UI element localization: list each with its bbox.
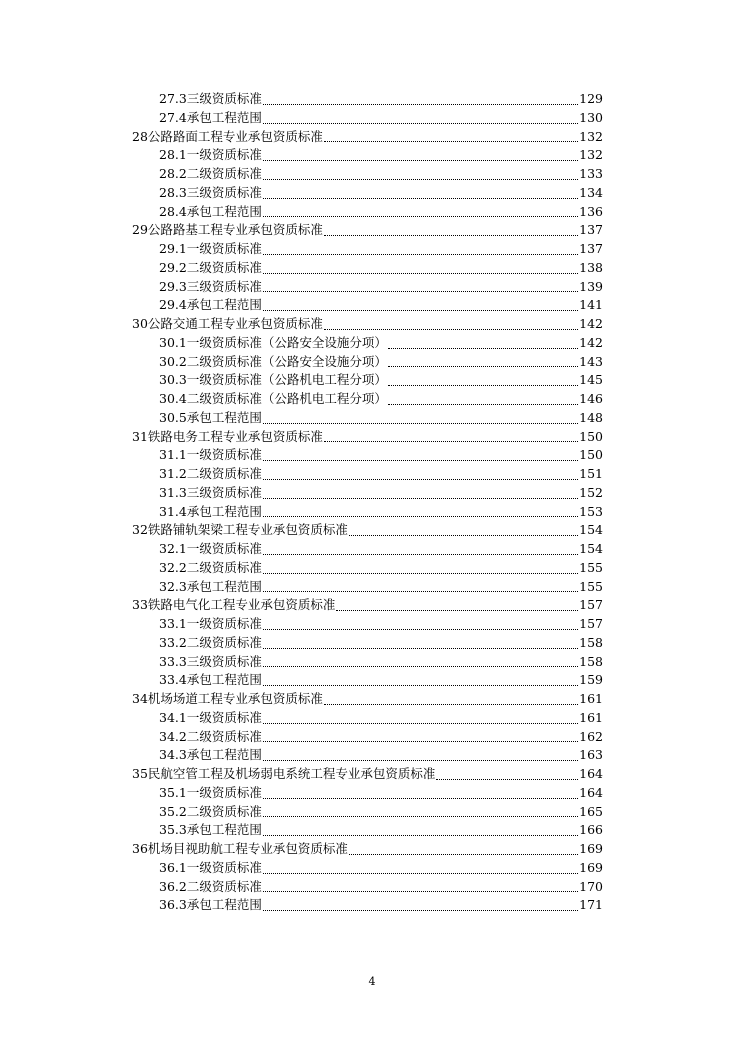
toc-section-entry[interactable]: [0, 90, 603, 109]
toc-entry-page-number: 169: [579, 859, 603, 875]
toc-chapter-entry[interactable]: [0, 521, 603, 540]
toc-dot-leader: [263, 446, 578, 465]
toc-entry-page-number: 141: [579, 297, 603, 313]
toc-dot-leader: [388, 390, 578, 409]
toc-entry-page-number: 137: [579, 222, 603, 238]
toc-section-entry[interactable]: [0, 784, 603, 803]
toc-entry-page-number: 154: [579, 522, 603, 538]
toc-entry-title: 35.3承包工程范围: [159, 822, 262, 838]
toc-section-entry[interactable]: [0, 503, 603, 522]
toc-entry-title: 31铁路电务工程专业承包资质标准: [132, 428, 323, 444]
toc-dot-leader: [263, 634, 578, 653]
toc-section-entry[interactable]: [0, 896, 603, 915]
toc-entry-page-number: 153: [579, 503, 603, 519]
toc-section-entry[interactable]: [0, 615, 603, 634]
toc-entry-page-number: 158: [579, 653, 603, 669]
toc-entry-title: 29.4承包工程范围: [159, 297, 262, 313]
toc-entry-title: 33.1一级资质标准: [159, 616, 262, 631]
toc-dot-leader: [388, 353, 578, 372]
toc-entry-page-number: 157: [579, 616, 603, 631]
toc-entry-page-number: 164: [579, 766, 603, 781]
toc-entry-title: 28.4承包工程范围: [159, 203, 262, 219]
toc-entry-title: 36.1一级资质标准: [159, 859, 262, 875]
toc-entry-page-number: 138: [579, 259, 603, 275]
toc-entry-page-number: 143: [579, 353, 603, 369]
toc-entry-page-number: 161: [579, 691, 603, 706]
toc-section-entry[interactable]: [0, 803, 603, 822]
toc-section-entry[interactable]: [0, 578, 603, 597]
toc-dot-leader: [263, 240, 578, 259]
toc-dot-leader: [263, 109, 578, 128]
toc-dot-leader: [263, 896, 578, 915]
toc-section-entry[interactable]: [0, 390, 603, 409]
toc-dot-leader: [263, 259, 578, 278]
toc-entry-page-number: 169: [579, 841, 603, 856]
toc-section-entry[interactable]: [0, 278, 603, 297]
toc-entry-page-number: 129: [579, 91, 603, 106]
toc-section-entry[interactable]: [0, 296, 603, 315]
toc-entry-page-number: 157: [579, 597, 603, 613]
table-of-contents: [0, 90, 744, 915]
toc-entry-page-number: 155: [579, 578, 603, 594]
toc-entry-title: 28.2二级资质标准: [159, 166, 262, 181]
toc-dot-leader: [336, 596, 578, 615]
page-number: 4: [368, 975, 376, 988]
toc-entry-page-number: 166: [579, 822, 603, 838]
toc-entry-title: 36.3承包工程范围: [159, 897, 262, 913]
toc-entry-page-number: 134: [579, 184, 603, 200]
toc-section-entry[interactable]: [0, 484, 603, 503]
toc-entry-page-number: 170: [579, 878, 603, 894]
toc-section-entry[interactable]: [0, 353, 603, 372]
toc-entry-title: 35民航空管工程及机场弱电系统工程专业承包资质标准: [132, 766, 436, 781]
toc-entry-page-number: 142: [579, 334, 603, 350]
toc-dot-leader: [263, 184, 578, 203]
toc-section-entry[interactable]: [0, 728, 603, 747]
toc-dot-leader: [263, 409, 578, 428]
toc-section-entry[interactable]: [0, 859, 603, 878]
toc-dot-leader: [263, 484, 578, 503]
toc-entry-title: 30.2二级资质标准（公路安全设施分项）: [159, 353, 387, 369]
toc-dot-leader: [263, 653, 578, 672]
toc-dot-leader: [263, 165, 578, 184]
toc-entry-title: 33.2二级资质标准: [159, 634, 262, 650]
toc-entry-title: 30.5承包工程范围: [159, 409, 262, 425]
toc-section-entry[interactable]: [0, 334, 603, 353]
toc-section-entry[interactable]: [0, 184, 603, 203]
toc-chapter-entry[interactable]: [0, 690, 603, 709]
toc-entry-page-number: 161: [579, 709, 603, 725]
toc-entry-page-number: 152: [579, 484, 603, 500]
toc-section-entry[interactable]: [0, 540, 603, 559]
toc-dot-leader: [263, 578, 578, 597]
toc-entry-title: 35.2二级资质标准: [159, 803, 262, 819]
toc-dot-leader: [324, 221, 578, 240]
toc-entry-page-number: 132: [579, 128, 603, 144]
toc-section-entry[interactable]: [0, 878, 603, 897]
toc-dot-leader: [263, 203, 578, 222]
toc-dot-leader: [263, 540, 578, 559]
toc-entry-title: 28.3三级资质标准: [159, 184, 262, 200]
toc-entry-page-number: 133: [579, 166, 603, 181]
toc-entry-title: 32铁路铺轨架梁工程专业承包资质标准: [132, 522, 348, 538]
toc-entry-page-number: 163: [579, 747, 603, 763]
toc-entry-title: 36.2二级资质标准: [159, 878, 262, 894]
toc-entry-page-number: 162: [579, 728, 603, 744]
toc-entry-title: 29.1一级资质标准: [159, 241, 262, 256]
toc-section-entry[interactable]: [0, 671, 603, 690]
toc-section-entry[interactable]: [0, 709, 603, 728]
toc-chapter-entry[interactable]: [0, 315, 603, 334]
toc-dot-leader: [263, 859, 578, 878]
toc-chapter-entry[interactable]: [0, 840, 603, 859]
toc-section-entry[interactable]: [0, 821, 603, 840]
toc-dot-leader: [436, 765, 578, 784]
toc-section-entry[interactable]: [0, 653, 603, 672]
toc-chapter-entry[interactable]: [0, 128, 603, 147]
toc-dot-leader: [263, 878, 578, 897]
toc-dot-leader: [324, 128, 578, 147]
toc-entry-title: 30.4二级资质标准（公路机电工程分项）: [159, 391, 387, 406]
toc-entry-page-number: 165: [579, 803, 603, 819]
toc-section-entry[interactable]: [0, 746, 603, 765]
toc-dot-leader: [263, 671, 578, 690]
toc-entry-title: 33.3三级资质标准: [159, 653, 262, 669]
toc-dot-leader: [388, 371, 578, 390]
toc-section-entry[interactable]: [0, 240, 603, 259]
toc-dot-leader: [349, 521, 578, 540]
toc-section-entry[interactable]: [0, 634, 603, 653]
toc-entry-page-number: 158: [579, 634, 603, 650]
toc-entry-page-number: 137: [579, 241, 603, 256]
toc-section-entry[interactable]: [0, 409, 603, 428]
toc-entry-page-number: 164: [579, 784, 603, 800]
toc-entry-page-number: 150: [579, 447, 603, 463]
toc-entry-title: 31.1一级资质标准: [159, 447, 262, 463]
toc-entry-title: 29.3三级资质标准: [159, 278, 262, 294]
toc-dot-leader: [263, 278, 578, 297]
toc-entry-title: 35.1一级资质标准: [159, 784, 262, 800]
toc-entry-title: 32.3承包工程范围: [159, 578, 262, 594]
toc-section-entry[interactable]: [0, 446, 603, 465]
toc-entry-title: 32.2二级资质标准: [159, 559, 262, 575]
toc-entry-page-number: 142: [579, 316, 603, 331]
toc-dot-leader: [388, 334, 578, 353]
toc-chapter-entry[interactable]: [0, 596, 603, 615]
toc-entry-title: 27.3三级资质标准: [159, 91, 262, 106]
toc-entry-title: 36机场目视助航工程专业承包资质标准: [132, 841, 348, 856]
toc-entry-page-number: 151: [579, 466, 603, 481]
toc-dot-leader: [324, 428, 578, 447]
toc-entry-page-number: 139: [579, 278, 603, 294]
toc-entry-page-number: 155: [579, 559, 603, 575]
toc-entry-title: 33铁路电气化工程专业承包资质标准: [132, 597, 336, 613]
toc-entry-page-number: 171: [579, 897, 603, 913]
toc-dot-leader: [263, 803, 578, 822]
toc-entry-title: 29.2二级资质标准: [159, 259, 262, 275]
toc-chapter-entry[interactable]: [0, 221, 603, 240]
toc-section-entry[interactable]: [0, 203, 603, 222]
toc-section-entry[interactable]: [0, 165, 603, 184]
toc-entry-title: 34.1一级资质标准: [159, 709, 262, 725]
toc-entry-page-number: 154: [579, 541, 603, 556]
toc-dot-leader: [263, 709, 578, 728]
toc-dot-leader: [263, 746, 578, 765]
toc-entry-title: 31.2二级资质标准: [159, 466, 262, 481]
toc-entry-title: 29公路路基工程专业承包资质标准: [132, 222, 323, 238]
toc-entry-title: 30公路交通工程专业承包资质标准: [132, 316, 323, 331]
toc-section-entry[interactable]: [0, 465, 603, 484]
toc-dot-leader: [263, 615, 578, 634]
toc-dot-leader: [263, 90, 578, 109]
toc-dot-leader: [263, 146, 578, 165]
toc-entry-page-number: 132: [579, 147, 603, 163]
toc-entry-title: 27.4承包工程范围: [159, 109, 262, 125]
toc-entry-title: 33.4承包工程范围: [159, 672, 262, 688]
toc-entry-page-number: 145: [579, 372, 603, 388]
toc-entry-page-number: 146: [579, 391, 603, 406]
toc-entry-title: 31.4承包工程范围: [159, 503, 262, 519]
toc-entry-title: 31.3三级资质标准: [159, 484, 262, 500]
toc-chapter-entry[interactable]: [0, 428, 603, 447]
toc-section-entry[interactable]: [0, 146, 603, 165]
toc-section-entry[interactable]: [0, 371, 603, 390]
toc-entry-page-number: 130: [579, 109, 603, 125]
toc-dot-leader: [263, 821, 578, 840]
toc-dot-leader: [263, 784, 578, 803]
toc-entry-page-number: 159: [579, 672, 603, 688]
toc-dot-leader: [263, 559, 578, 578]
toc-section-entry[interactable]: [0, 559, 603, 578]
toc-entry-title: 28.1一级资质标准: [159, 147, 262, 163]
toc-dot-leader: [349, 840, 578, 859]
toc-entry-title: 32.1一级资质标准: [159, 541, 262, 556]
toc-dot-leader: [263, 465, 578, 484]
toc-section-entry[interactable]: [0, 259, 603, 278]
toc-entry-page-number: 148: [579, 409, 603, 425]
toc-section-entry[interactable]: [0, 109, 603, 128]
toc-entry-title: 34机场场道工程专业承包资质标准: [132, 691, 323, 706]
toc-dot-leader: [263, 728, 578, 747]
toc-entry-title: 30.1一级资质标准（公路安全设施分项）: [159, 334, 387, 350]
toc-entry-title: 34.2二级资质标准: [159, 728, 262, 744]
toc-entry-title: 34.3承包工程范围: [159, 747, 262, 763]
toc-dot-leader: [263, 296, 578, 315]
toc-entry-title: 28公路路面工程专业承包资质标准: [132, 128, 323, 144]
toc-dot-leader: [263, 503, 578, 522]
toc-chapter-entry[interactable]: [0, 765, 603, 784]
toc-entry-page-number: 150: [579, 428, 603, 444]
toc-entry-title: 30.3一级资质标准（公路机电工程分项）: [159, 372, 387, 388]
toc-dot-leader: [324, 315, 578, 334]
toc-entry-page-number: 136: [579, 203, 603, 219]
toc-dot-leader: [324, 690, 578, 709]
